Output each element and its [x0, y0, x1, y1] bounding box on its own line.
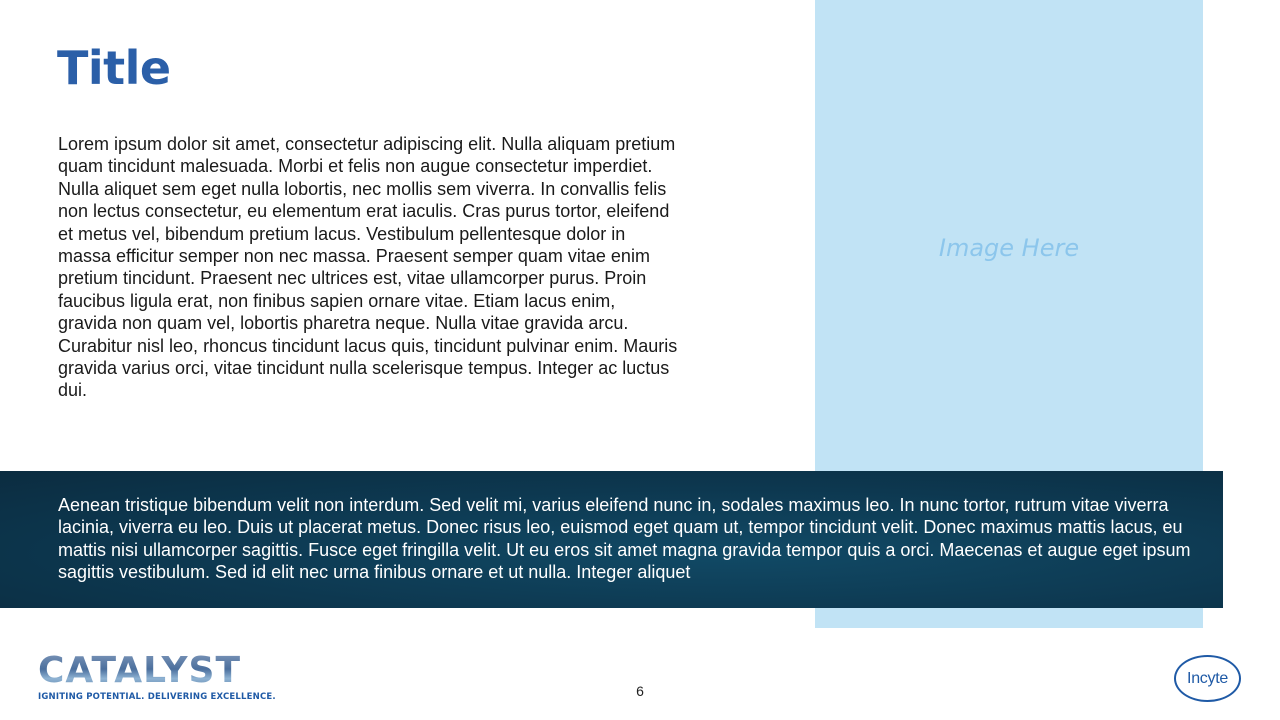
banner-text: Aenean tristique bibendum velit non interdum. Sed velit mi, varius eleifend nunc in, sodales maximus leo. In nunc tortor, rutrum vitae viverra lacinia, viverra eu leo. Duis ut placerat metus. Donec risus leo, euismod eget quam ut, tempor tincidunt velit. Donec maximus mattis lacus, eu mattis nisi ullamcorper sagittis. Fusce eget fringilla velit. Ut eu eros sit amet magna gravida tempor quis a orci. Maecenas et augue eget ipsum sagittis vestibulum. Sed id elit nec urna finibus ornare et ut nulla. Integer aliquet [58, 495, 1191, 583]
catalyst-logo-word: CATALYST [38, 652, 268, 690]
image-placeholder-label: Image Here [938, 234, 1080, 262]
body-text: Lorem ipsum dolor sit amet, consectetur adipiscing elit. Nulla aliquam pretium quam tincidunt malesuada. Morbi et felis non augue consectetur imperdiet. Nulla aliquet sem eget nulla lobortis, nec mollis sem viverra. In convallis felis non lectus consectetur, eu elementum erat iaculis. Cras purus tortor, eleifend et metus vel, bibendum pretium lacus. Vestibulum pellentesque dolor in massa efficitur semper non nec massa. Praesent semper quam vitae enim pretium tincidunt. Praesent nec ultrices est, vitae ullamcorper purus. Proin faucibus ligula erat, non finibus sapien ornare vitae. Etiam lacus enim, gravida non quam vel, lobortis pharetra neque. Nulla vitae gravida arcu. Curabitur nisl leo, rhoncus tincidunt lacus quis, tincidunt pulvinar enim. Mauris gravida varius orci, vitae tincidunt nulla scelerisque tempus. Integer ac luctus dui. [58, 134, 678, 401]
page-number: 6 [636, 683, 644, 699]
highlight-banner [0, 471, 1223, 608]
slide-title: Title [57, 41, 171, 95]
catalyst-logo-tagline: IGNITING POTENTIAL. DELIVERING EXCELLENCE. [38, 692, 276, 702]
incyte-logo-word: Incyte [1187, 669, 1228, 687]
catalyst-logo [38, 650, 276, 704]
incyte-logo [1174, 655, 1241, 702]
